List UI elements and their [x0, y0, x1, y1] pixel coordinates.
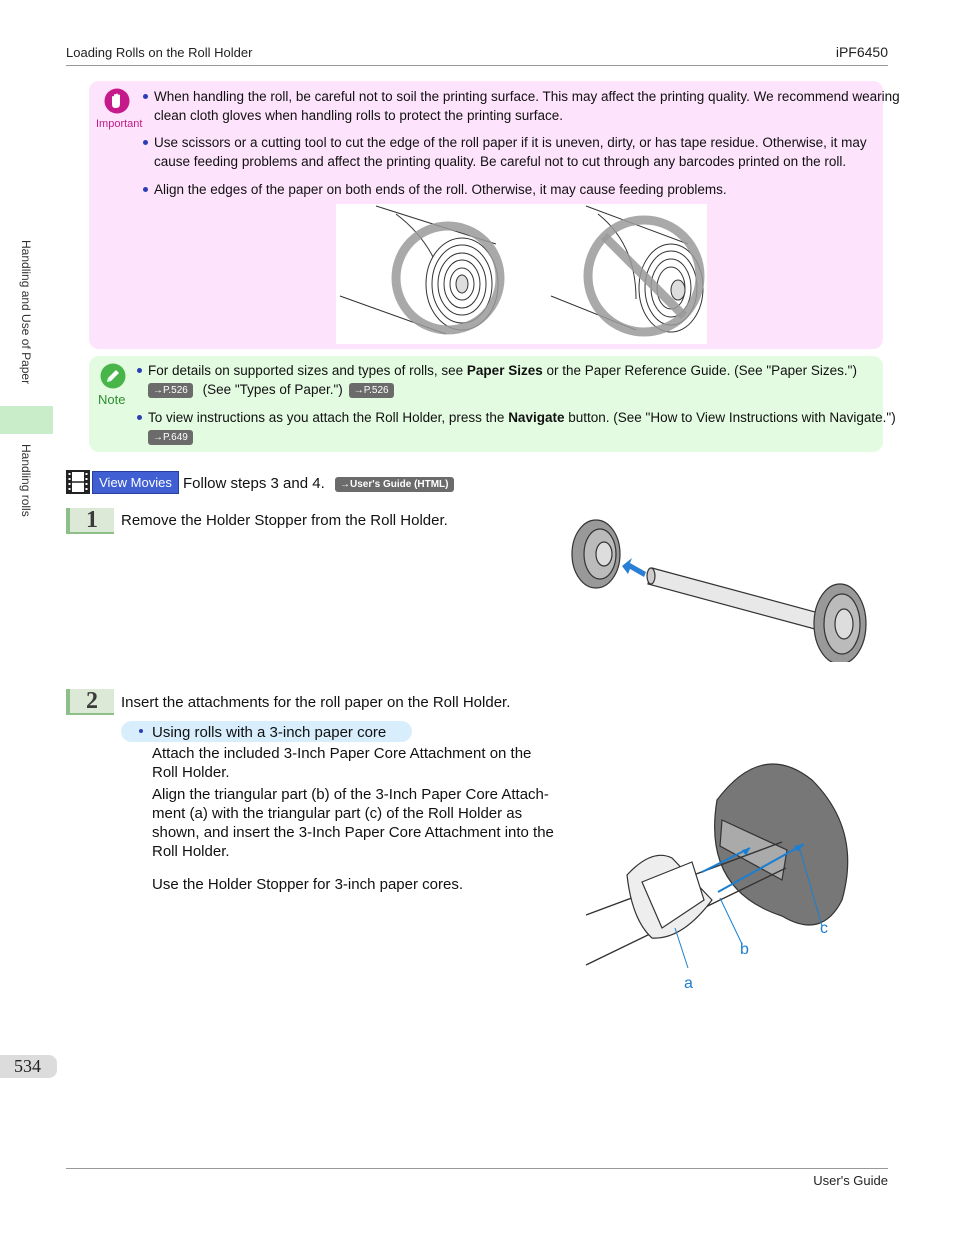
film-icon [66, 470, 90, 499]
header-model: iPF6450 [835, 44, 888, 60]
step-2-paragraph-2: Align the triangular part (b) of the 3-Inch Paper Core Attach- ment (a) with the triangular part (c) of the Roll Holder as shown, and insert the 3-Inch Paper Core Attachment into the Roll Holder. [152, 786, 554, 860]
bullet-dot [143, 187, 148, 192]
important-bullet-1: When handling the roll, be careful not to soil the printing surface. This may affect the printing quality. We recommend wearing clean cloth gloves when handling rolls to protect the printing surface. [154, 89, 900, 123]
sidebar-subsection: Handling rolls [19, 444, 33, 517]
note-pencil-icon [100, 363, 126, 394]
important-bullet-3: Align the edges of the paper on both ends of the roll. Otherwise, it may cause feeding problems. [154, 182, 727, 197]
ref-page-526-types[interactable]: →P.526 [349, 383, 394, 398]
movies-instruction: Follow steps 3 and 4. [183, 475, 325, 492]
view-movies-button[interactable]: View Movies [92, 471, 179, 494]
sidebar-chapter: Handling and Use of Paper [19, 240, 33, 385]
navigate-link[interactable]: Navigate [508, 410, 565, 425]
core-attachment-illustration [572, 750, 858, 996]
users-guide-html-link[interactable]: →User's Guide (HTML) [335, 477, 454, 492]
step-1-text: Remove the Holder Stopper from the Roll Holder. [121, 512, 448, 529]
note-label: Note [98, 392, 126, 407]
sub-heading-3-inch-core: Using rolls with a 3-inch paper core [152, 724, 387, 741]
bullet-dot [143, 94, 148, 99]
sidebar-highlight [0, 406, 53, 434]
header-section-title: Loading Rolls on the Roll Holder [66, 45, 253, 60]
bullet-dot [137, 368, 142, 373]
page-number: 534 [14, 1056, 41, 1076]
label-a: a [684, 975, 693, 992]
holder-stopper-illustration [568, 514, 868, 662]
label-c: c [820, 920, 828, 937]
note-bullet-1: For details on supported sizes and types of rolls, see Paper Sizes or the Paper Reference Guide. (See "Paper Sizes.") →P.526 (See "Types of Paper.") →P.526 [148, 363, 857, 397]
step-number-2: 2 [66, 689, 114, 715]
footer-guide-title: User's Guide [813, 1173, 888, 1188]
step-2-text: Insert the attachments for the roll paper on the Roll Holder. [121, 694, 511, 711]
step-2-paragraph-1: Attach the included 3-Inch Paper Core Attachment on the Roll Holder. [152, 745, 532, 781]
important-label: Important [96, 118, 143, 130]
ref-page-526-sizes[interactable]: →P.526 [148, 383, 193, 398]
bullet-dot [137, 415, 142, 420]
roll-edges-illustration [336, 204, 707, 344]
label-b: b [740, 941, 749, 958]
step-2-paragraph-3: Use the Holder Stopper for 3-inch paper cores. [152, 876, 463, 893]
footer-rule [66, 1168, 888, 1169]
important-bullet-2: Use scissors or a cutting tool to cut the edge of the roll paper if it is uneven, dirty, or has tape residue. Otherwise, it may cause feeding problems and affect the printing quality. Be careful not to cut through any barcodes printed on the roll. [154, 135, 867, 169]
bullet-dot [143, 140, 148, 145]
important-hand-icon [104, 88, 130, 119]
paper-sizes-link[interactable]: Paper Sizes [466, 363, 543, 378]
bullet-dot [139, 729, 143, 733]
ref-page-649[interactable]: →P.649 [148, 430, 193, 445]
header-rule [66, 65, 888, 66]
step-number-1: 1 [66, 508, 114, 534]
note-bullet-2: To view instructions as you attach the Roll Holder, press the Navigate button. (See "How to View Instructions with Navigate.") →P.649 [148, 410, 896, 443]
